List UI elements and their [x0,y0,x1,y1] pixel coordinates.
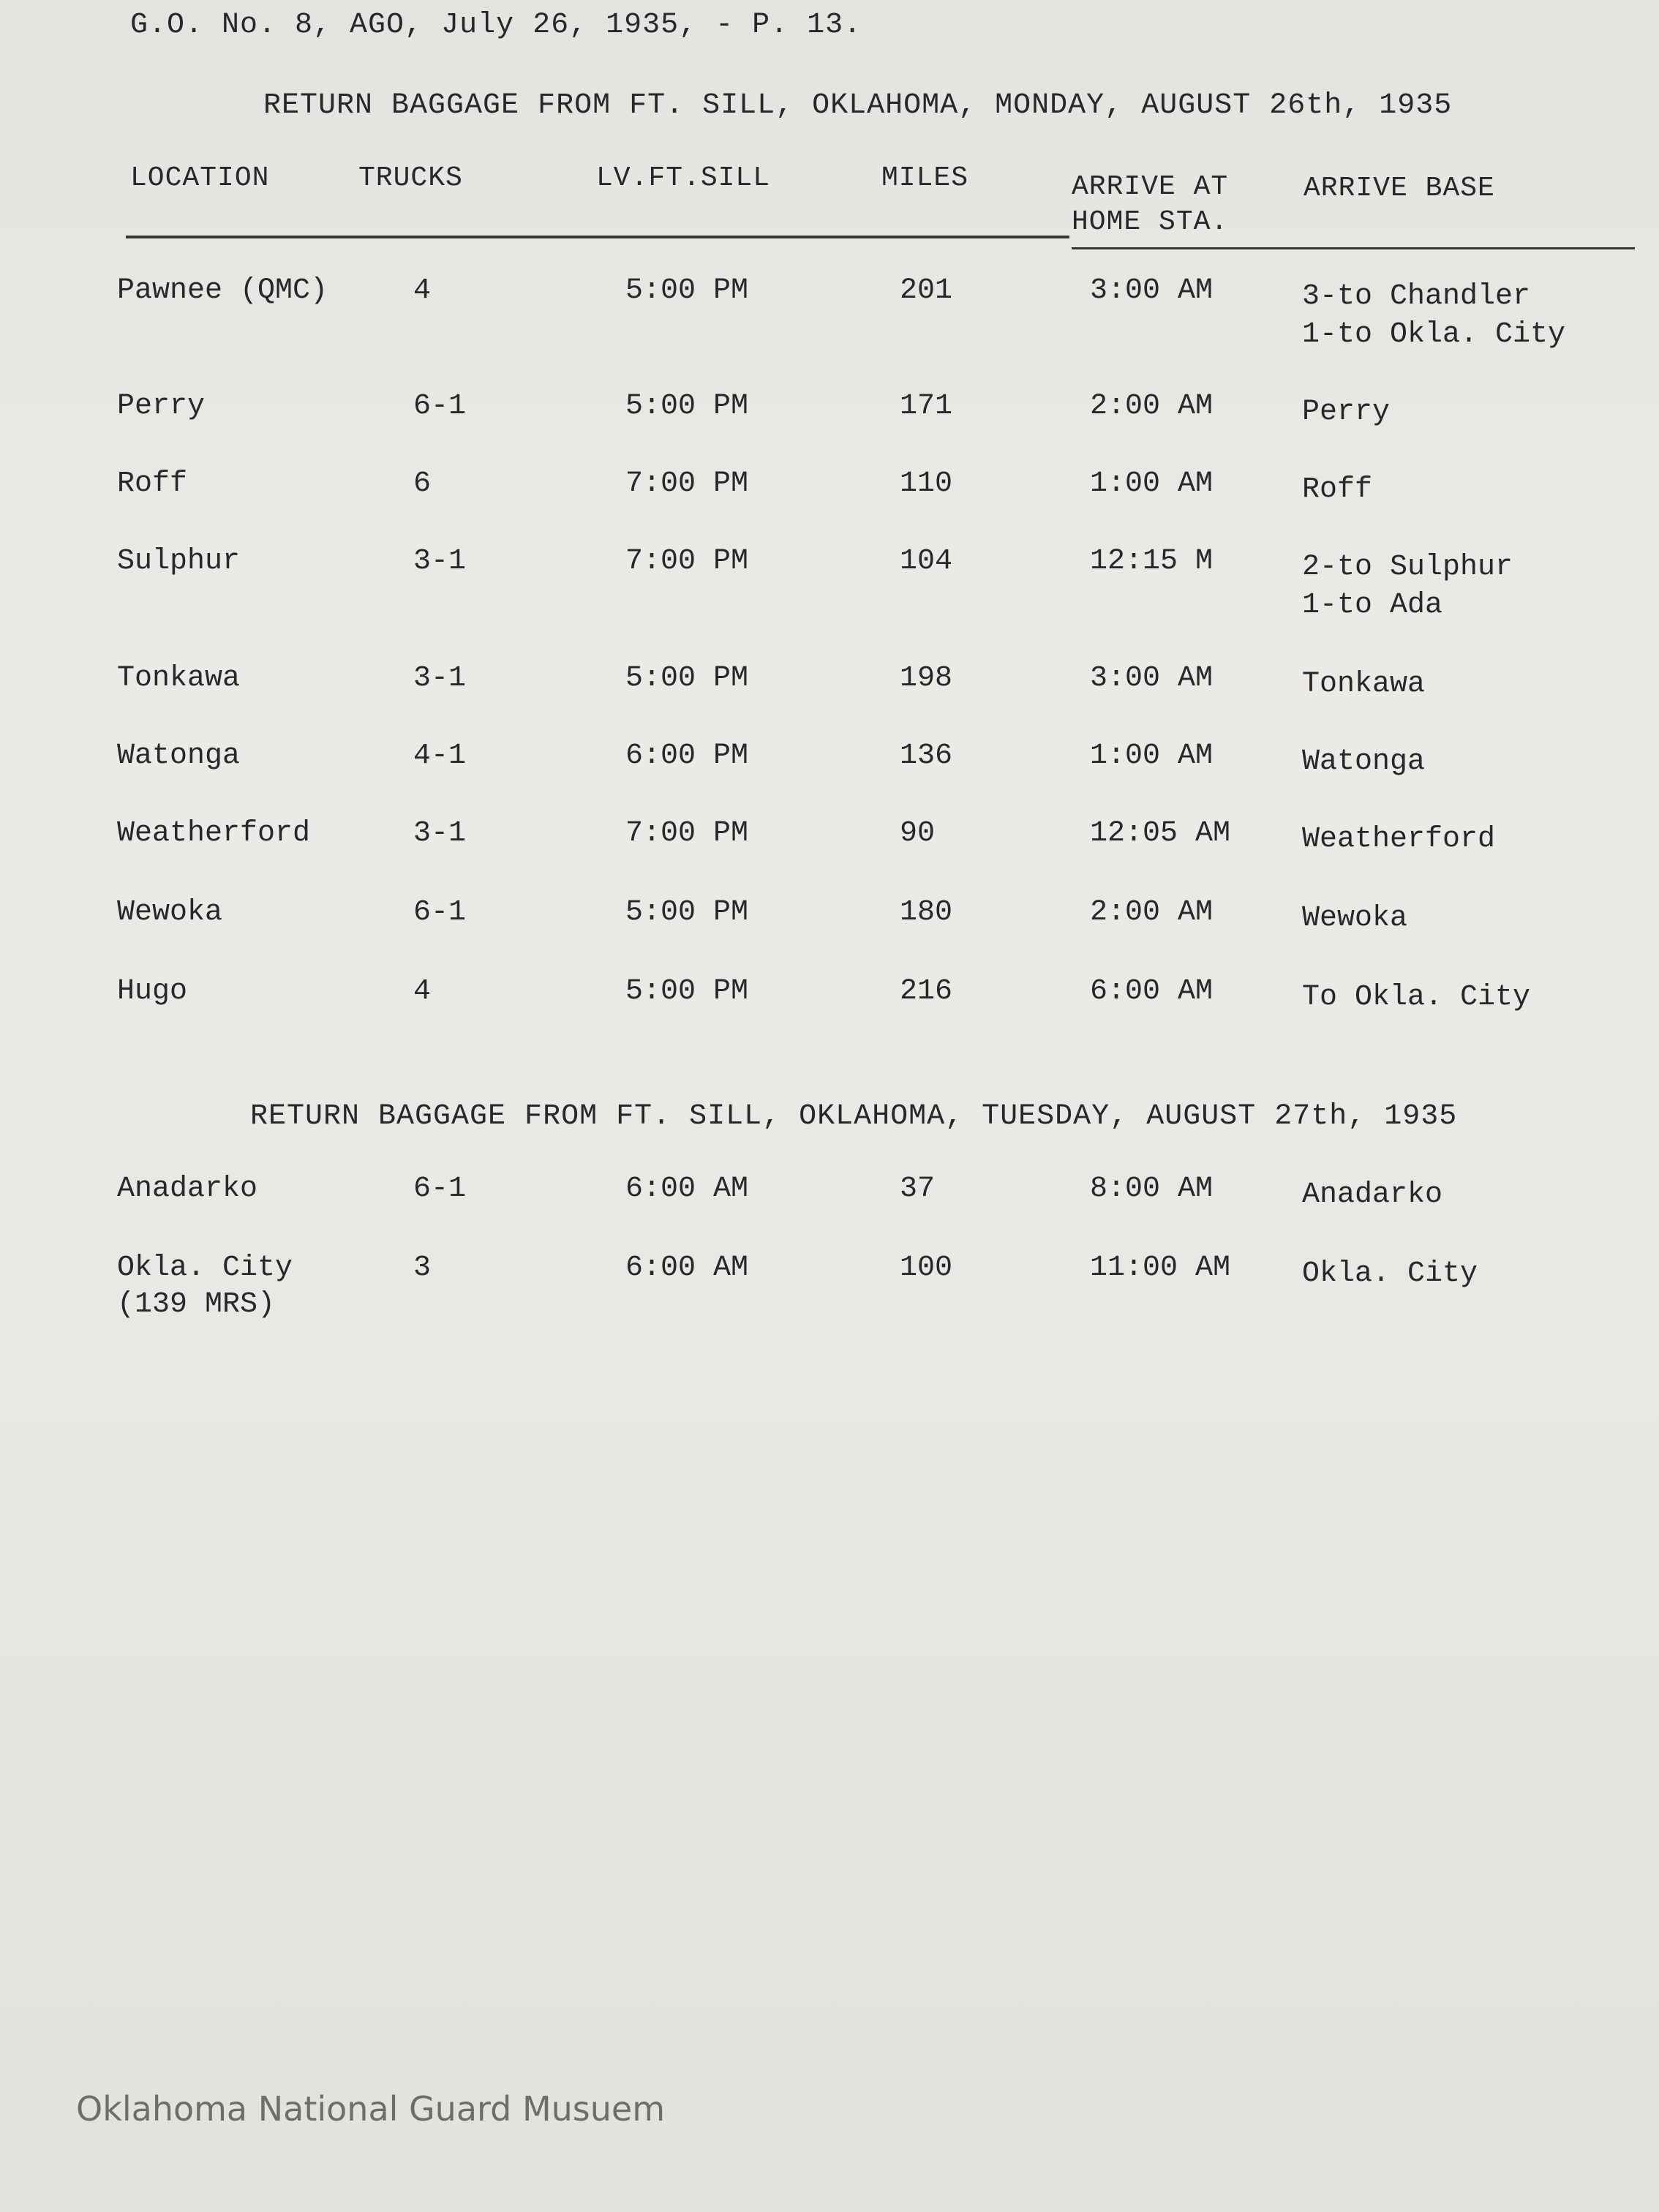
arrive-base-cell: Weatherford [1302,823,1496,856]
leave-time-cell: 6:00 PM [625,740,749,772]
trucks-cell: 4 [413,975,432,1008]
location-cell: Weatherford [117,817,311,850]
column-header-arrive-base: ARRIVE BASE [1304,173,1495,204]
leave-time-cell: 7:00 PM [625,817,749,850]
museum-watermark: Oklahoma National Guard Musuem [76,2089,666,2129]
header-rule [126,236,1069,238]
leave-time-cell: 5:00 PM [625,390,749,423]
miles-cell: 136 [900,740,953,772]
trucks-cell: 6 [413,467,432,500]
trucks-cell: 6-1 [413,1173,467,1205]
miles-cell: 201 [900,274,953,307]
trucks-cell: 3-1 [413,662,467,695]
arrive-home-cell: 2:00 AM [1090,390,1214,423]
location-cell: Tonkawa [117,662,241,695]
arrive-base-cell: Anadarko [1302,1178,1443,1211]
header-rule-right [1072,247,1635,249]
location-cell: Wewoka [117,896,223,929]
arrive-base-cell: 1-to Ada [1302,589,1443,622]
location-cell: Okla. City [117,1252,293,1284]
column-header-location: LOCATION [130,162,270,194]
arrive-base-cell: Okla. City [1302,1257,1478,1290]
arrive-base-cell: Roff [1302,473,1373,506]
column-header-leave: LV.FT.SILL [596,162,771,194]
arrive-home-cell: 3:00 AM [1090,662,1214,695]
trucks-cell: 4-1 [413,740,467,772]
arrive-base-cell: Watonga [1302,745,1426,778]
arrive-home-cell: 2:00 AM [1090,896,1214,929]
trucks-cell: 3-1 [413,817,467,850]
trucks-cell: 3 [413,1252,432,1284]
miles-cell: 110 [900,467,953,500]
leave-time-cell: 6:00 AM [625,1252,749,1284]
section-title-monday: RETURN BAGGAGE FROM FT. SILL, OKLAHOMA, MONDAY, AUGUST 26th, 1935 [263,89,1453,122]
miles-cell: 180 [900,896,953,929]
header-line: G.O. No. 8, AGO, July 26, 1935, - P. 13. [130,9,862,42]
arrive-home-cell: 11:00 AM [1090,1252,1231,1284]
arrive-home-cell: 1:00 AM [1090,467,1214,500]
arrive-base-cell: Tonkawa [1302,668,1426,701]
arrive-base-cell: Perry [1302,396,1391,429]
arrive-home-cell: 12:05 AM [1090,817,1231,850]
arrive-base-cell: To Okla. City [1302,981,1531,1014]
arrive-base-cell: Wewoka [1302,902,1408,935]
leave-time-cell: 5:00 PM [625,662,749,695]
trucks-cell: 6-1 [413,896,467,929]
miles-cell: 90 [900,817,936,850]
column-header-trucks: TRUCKS [358,162,463,194]
arrive-base-cell: 2-to Sulphur [1302,551,1513,584]
section-title-tuesday: RETURN BAGGAGE FROM FT. SILL, OKLAHOMA, TUESDAY, AUGUST 27th, 1935 [250,1100,1458,1133]
arrive-home-cell: 6:00 AM [1090,975,1214,1008]
leave-time-cell: 5:00 PM [625,975,749,1008]
column-header-miles: MILES [881,162,969,194]
location-cell: Watonga [117,740,241,772]
arrive-base-cell: 3-to Chandler [1302,280,1531,313]
leave-time-cell: 6:00 AM [625,1173,749,1205]
arrive-home-cell: 8:00 AM [1090,1173,1214,1205]
location-cell: Pawnee (QMC) [117,274,328,307]
miles-cell: 171 [900,390,953,423]
arrive-home-cell: 1:00 AM [1090,740,1214,772]
arrive-base-cell: 1-to Okla. City [1302,318,1566,351]
location-cell: Hugo [117,975,188,1008]
location-cell: Perry [117,390,206,423]
trucks-cell: 3-1 [413,545,467,578]
arrive-home-cell: 12:15 M [1090,545,1214,578]
leave-time-cell: 5:00 PM [625,274,749,307]
trucks-cell: 6-1 [413,390,467,423]
arrive-home-cell: 3:00 AM [1090,274,1214,307]
location-cell: Anadarko [117,1173,258,1205]
leave-time-cell: 7:00 PM [625,545,749,578]
miles-cell: 37 [900,1173,936,1205]
miles-cell: 104 [900,545,953,578]
miles-cell: 216 [900,975,953,1008]
leave-time-cell: 5:00 PM [625,896,749,929]
location-cell: (139 MRS) [117,1288,276,1321]
location-cell: Sulphur [117,545,241,578]
column-header-arrive-home: ARRIVE AT HOME STA. [1072,171,1229,238]
miles-cell: 198 [900,662,953,695]
trucks-cell: 4 [413,274,432,307]
leave-time-cell: 7:00 PM [625,467,749,500]
location-cell: Roff [117,467,188,500]
miles-cell: 100 [900,1252,953,1284]
